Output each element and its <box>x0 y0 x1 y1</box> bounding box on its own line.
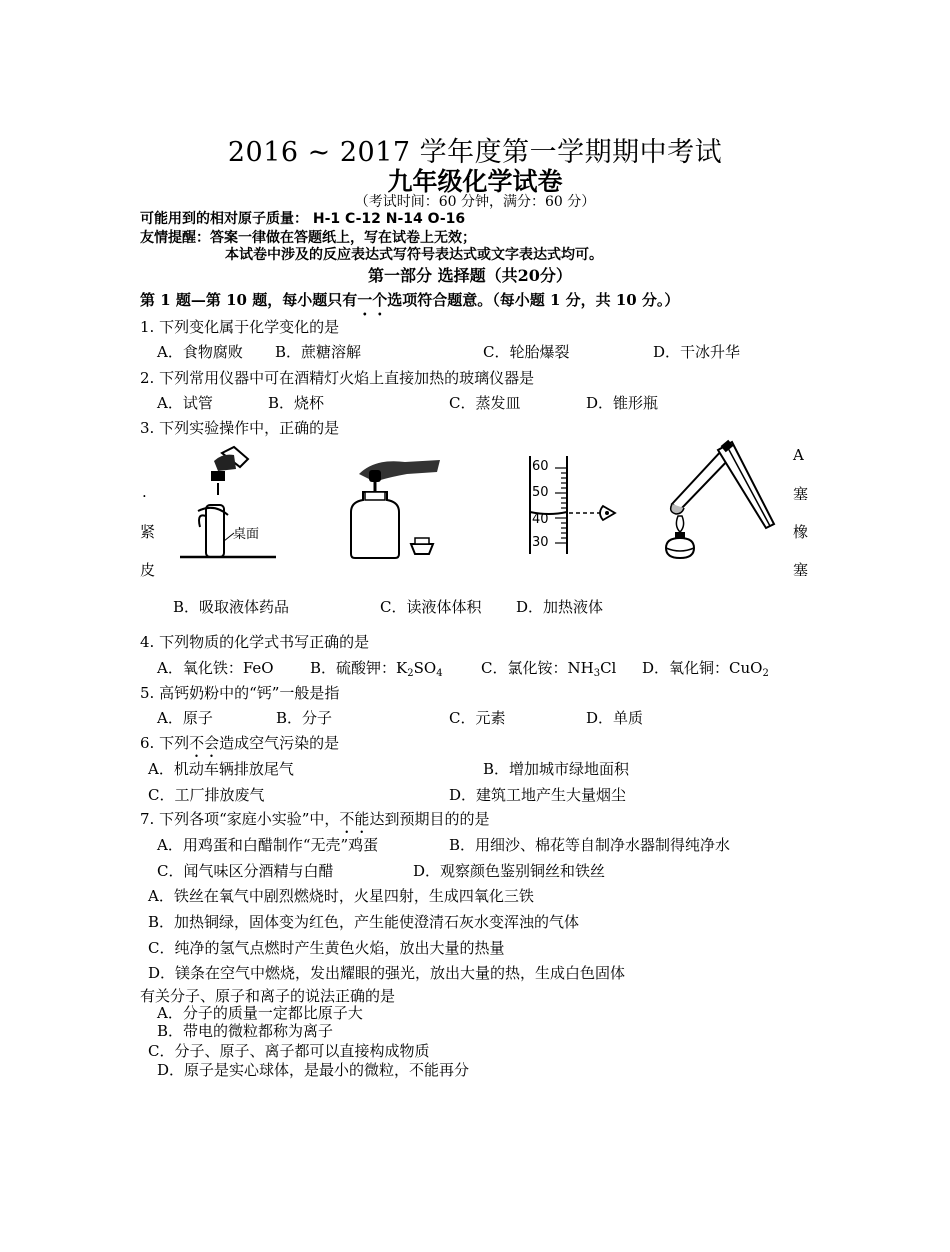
q4-option-a: A．氧化铁：FeO <box>157 659 274 677</box>
figure-b-dropper-bottle <box>345 452 455 562</box>
q5-option-b: B．分子 <box>276 709 333 727</box>
question-6-stem: 6. 下列不会造成空气污染的是 <box>140 734 340 752</box>
q8-option-d: D．镁条在空气中燃烧，发出耀眼的强光，放出大量的热，生成白色固体 <box>148 964 626 982</box>
q7-option-d: D．观察颜色鉴别铜丝和铁丝 <box>413 862 606 880</box>
q1-option-d: D．干冰升华 <box>653 343 741 361</box>
q1-option-b: B．蔗糖溶解 <box>275 343 362 361</box>
q9-option-a: A．分子的质量一定都比原子大 <box>157 1004 363 1022</box>
cylinder-tick-40: 40 <box>532 512 549 527</box>
side-label-sai-2: 塞 <box>793 561 809 579</box>
q7-option-c: C．闻气味区分酒精与白醋 <box>157 862 334 880</box>
q5-option-d: D．单质 <box>586 709 644 727</box>
exam-info: （考试时间：60 分钟，满分：60 分） <box>354 194 596 210</box>
q5-option-c: C．元素 <box>449 709 506 727</box>
q7-option-a: A．用鸡蛋和白醋制作“无壳”鸡蛋 <box>157 836 379 854</box>
cylinder-tick-50: 50 <box>532 485 549 500</box>
q2-option-c: C．蒸发皿 <box>449 394 521 412</box>
cylinder-tick-60: 60 <box>532 459 549 474</box>
question-1-stem: 1. 下列变化属于化学变化的是 <box>140 318 340 336</box>
exam-title: 2016 ~ 2017 学年度第一学期期中考试 <box>227 137 723 168</box>
q4-option-d: D．氧化铜：CuO$_2$ <box>642 659 769 679</box>
q2-option-b: B．烧杯 <box>268 394 325 412</box>
side-label-a: A <box>793 446 804 464</box>
reminder-line-1: 友情提醒：答案一律做在答题纸上，写在试卷上无效； <box>140 230 476 246</box>
q6-option-d: D．建筑工地产生大量烟尘 <box>449 786 627 804</box>
question-9-stem: 有关分子、原子和离子的说法正确的是 <box>140 987 396 1005</box>
side-label-jin: 紧 <box>140 523 156 541</box>
q3-option-b: B．吸取液体药品 <box>173 598 290 616</box>
reminder-line-2: 本试卷中涉及的反应表达式写符号表达式或文字表达式均可。 <box>225 247 603 263</box>
q4-option-b: B．硫酸钾：$K_2SO_4$ <box>310 659 443 679</box>
emphasis-cannot: 不能 <box>339 810 370 828</box>
q8-option-c: C．纯净的氢气点燃时产生黄色火焰，放出大量的热量 <box>148 939 505 957</box>
emphasis-one: 一个 <box>357 291 388 309</box>
q5-option-a: A．原子 <box>157 709 213 727</box>
side-label-sai: 塞 <box>793 485 809 503</box>
q7-option-b: B．用细沙、棉花等自制净水器制得纯净水 <box>449 836 731 854</box>
emphasis-not: 不会 <box>189 734 220 752</box>
q3-option-c: C．读液体体积 <box>380 598 482 616</box>
q6-option-b: B．增加城市绿地面积 <box>483 760 630 778</box>
side-label-pi: 皮 <box>140 561 156 579</box>
q1-option-c: C．轮胎爆裂 <box>483 343 570 361</box>
question-2-stem: 2. 下列常用仪器中可在酒精灯火焰上直接加热的玻璃仪器是 <box>140 369 535 387</box>
q9-option-b: B．带电的微粒都称为离子 <box>157 1022 334 1040</box>
q6-option-c: C．工厂排放废气 <box>148 786 265 804</box>
cylinder-tick-30: 30 <box>532 535 549 550</box>
q9-option-c: C．分子、原子、离子都可以直接构成物质 <box>148 1042 430 1060</box>
question-4-stem: 4. 下列物质的化学式书写正确的是 <box>140 633 370 651</box>
q3-option-d: D．加热液体 <box>516 598 604 616</box>
question-5-stem: 5. 高钙奶粉中的“钙”一般是指 <box>140 684 340 702</box>
q1-option-a: A．食物腐败 <box>157 343 243 361</box>
q8-option-b: B．加热铜绿，固体变为红色，产生能使澄清石灰水变浑浊的气体 <box>148 913 580 931</box>
paper-title: 九年级化学试卷 <box>387 167 563 196</box>
desk-label: 桌面 <box>233 527 260 542</box>
q8-option-a: A．铁丝在氧气中剧烈燃烧时，火星四射，生成四氧化三铁 <box>148 887 534 905</box>
q9-option-d: D．原子是实心球体，是最小的微粒，不能再分 <box>157 1061 470 1079</box>
question-7-stem: 7. 下列各项“家庭小实验”中，不能达到预期目的的是 <box>140 810 490 828</box>
question-3-stem: 3. 下列实验操作中，正确的是 <box>140 419 340 437</box>
figure-a-tube-on-desk <box>178 445 278 563</box>
section-instruction: 第 1 题—第 10 题，每小题只有一个选项符合题意。（每小题 1 分，共 10 分。） <box>140 291 680 309</box>
figure-d-heating-liquid <box>662 440 780 565</box>
atomic-mass-line: 可能用到的相对原子质量： H-1 C-12 N-14 O-16 <box>140 211 466 227</box>
q6-option-a: A．机动车辆排放尾气 <box>148 760 294 778</box>
part-title: 第一部分 选择题（共20分） <box>368 266 572 285</box>
q4-option-c: C．氯化铵：$NH_3Cl$ <box>481 659 617 679</box>
q2-option-a: A．试管 <box>157 394 213 412</box>
q2-option-d: D．锥形瓶 <box>586 394 659 412</box>
side-label-xiang: 橡 <box>793 523 809 541</box>
side-label-dot: . <box>142 483 147 501</box>
